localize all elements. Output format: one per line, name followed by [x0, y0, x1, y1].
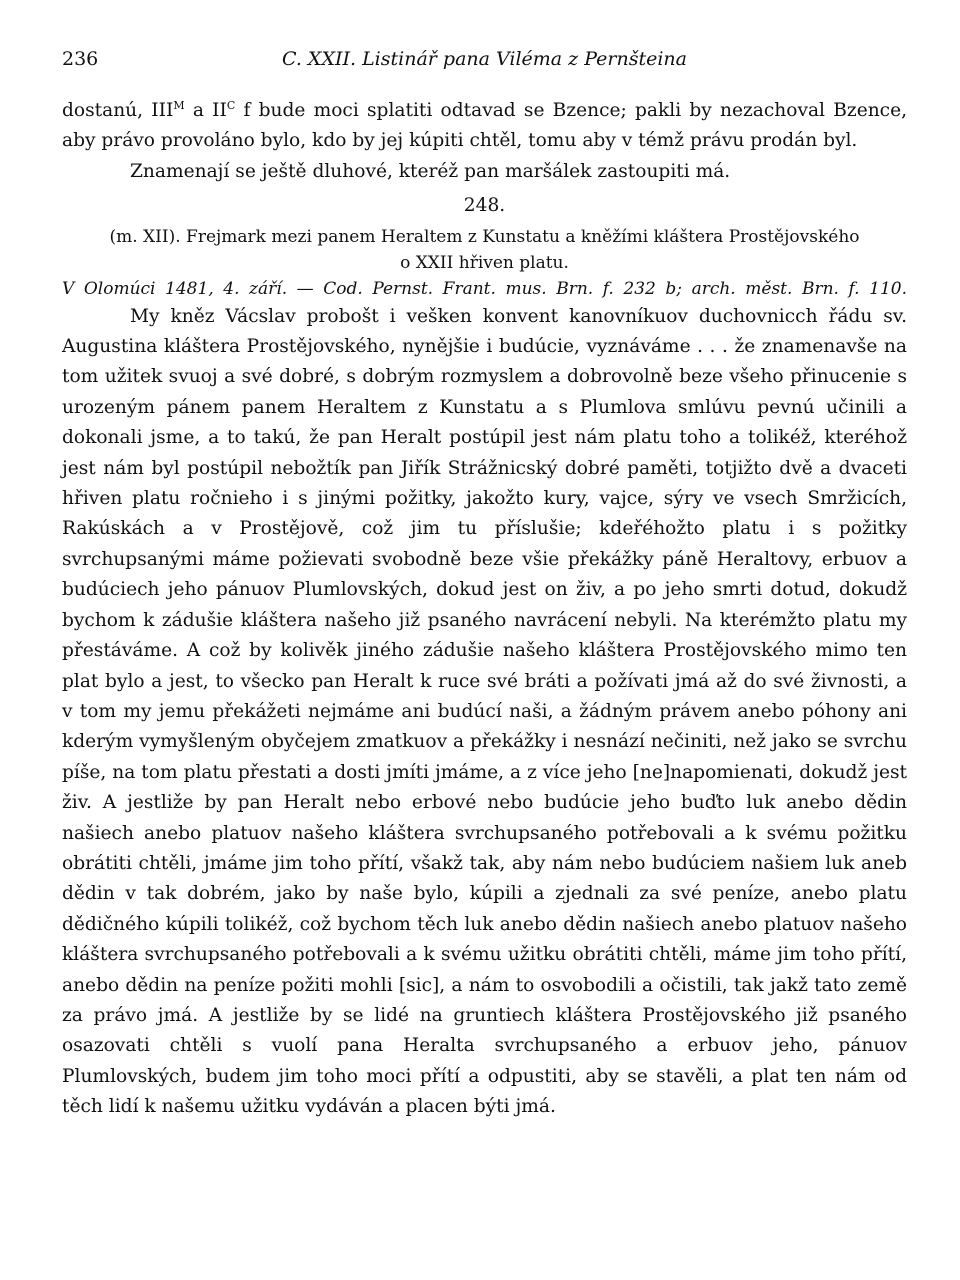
- continuation-paragraph: [62, 96, 907, 157]
- regest-line-2: o XXII hřiven platu.: [400, 252, 569, 273]
- continuation-part-3: f bude moci splatiti odtavad se Bzence; pakli by nezachoval Bzence, aby právo provoláno bylo, kdo by jej kúpiti chtěl, tomu aby v témž právu prodán byl.: [62, 100, 907, 152]
- debts-note: Znamenají se ještě dluhové, kteréž pan maršálek zastoupiti má.: [130, 160, 731, 182]
- document-regest: [62, 224, 907, 276]
- superscript-m: M: [173, 98, 185, 112]
- document-text: My kněz Vácslav probošt i vešken konvent kanovníkuov duchovnicch řádu sv. Augustina kláštera Prostějovského, nynějšie i budúcie, vyznáváme . . . že znamenavše na tom užitek svuoj a své dobré, s dobrým rozmyslem a dobrovolně beze všeho přinucenie s urozeným pánem panem Heraltem z Kunstatu a s Plumlova smlúvu pevnú učinili a dokonali jsme, a to takú, že pan Heralt postúpil jest nám platu toho a tolikéž, kteréhož jest nám byl postúpil nebožtík pan Jiřík Strážnicský dobré paměti, totjižto dvě a dvaceti hřiven platu ročnieho i s jinými požitky, jakožto kury, vajce, sýry ve vsech Smržicích, Rakúskách a v Prostějově, což jim tu příslušie; kdeřéhožto platu i s požitky svrchupsanými máme požievati svobodně beze všie překážky páně Heraltovy, erbuov a budúciech jeho pánuov Plumlovských, dokud jest on živ, a po jeho smrti dotud, dokudž bychom k zádušie kláštera našeho již psaného navrácení nebyli. Na kterémžto platu my přestáváme. A což by kolivěk jiného zádušie našeho kláštera Prostějovského mimo ten plat bylo a jest, to všecko pan Heralt k ruce své bráti a požívati jmá až do své živnosti, a v tom my jemu překážeti nejmáme ani budúcí naši, a žádným právem anebo póhony ani kderým vymyšleným obyčejem zmatkuov a překážky i nesnází nečiniti, než jako se svrchu píše, na tom platu přestati a dosti jmíti jmáme, a z více jeho [ne]napomienati, dokudž jest živ. A jestliže by pan Heralt nebo erbové nebo budúcie jeho buďto luk anebo dědin našiech anebo platuov našeho kláštera svrchupsaného potřebovali a k svému požitku obrátiti chtěli, jmáme jim toho přítí, všakž tak, aby nám nebo budúciem našiem luk aneb dědin v tak dobrém, jako by naše bylo, kúpili a zjednali za své peníze, anebo platu dědičného kúpili tolikéž, což bychom těch luk anebo dědin našiech anebo platuov našeho kláštera svrchupsaného potřebovali a k svému užitku obrátiti chtěli, máme jim toho přítí, anebo dědin na peníze požiti mohli [sic], a nám to osvobodili a očistili, tak jakž tato země za právo jmá. A jestliže by se lidé na gruntiech kláštera Prostějovského již psaného osazovati chtěli s vuolí pana Heralta svrchupsaného a erbuov jeho, pánuov Plumlovských, budem jim toho moci přítí a odpustiti, aby se stavěli, a plat ten nám od těch lidí k našemu užitku vydáván a placen býti jmá.: [62, 305, 907, 1118]
- running-title: C. XXII. Listinář pana Viléma z Pernšteina: [281, 48, 687, 70]
- continuation-part-1: dostanú, III: [62, 100, 174, 121]
- regest-line-1: (m. XII). Frejmark mezi panem Heraltem z Kunstatu a kněžími kláštera Prostějovského: [109, 226, 860, 247]
- document-number: 248.: [463, 195, 506, 217]
- source-citation: V Olomúci 1481, 4. září. — Cod. Pernst. Frant. mus. Brn. f. 232 b; arch. měst. Brn. f. 110.: [62, 278, 907, 299]
- continuation-part-2: a II: [184, 100, 227, 121]
- book-page: [62, 40, 907, 1250]
- running-head: [62, 40, 907, 78]
- page-number: 236: [62, 48, 99, 70]
- body-text: [62, 96, 907, 1123]
- superscript-c: C: [226, 98, 236, 112]
